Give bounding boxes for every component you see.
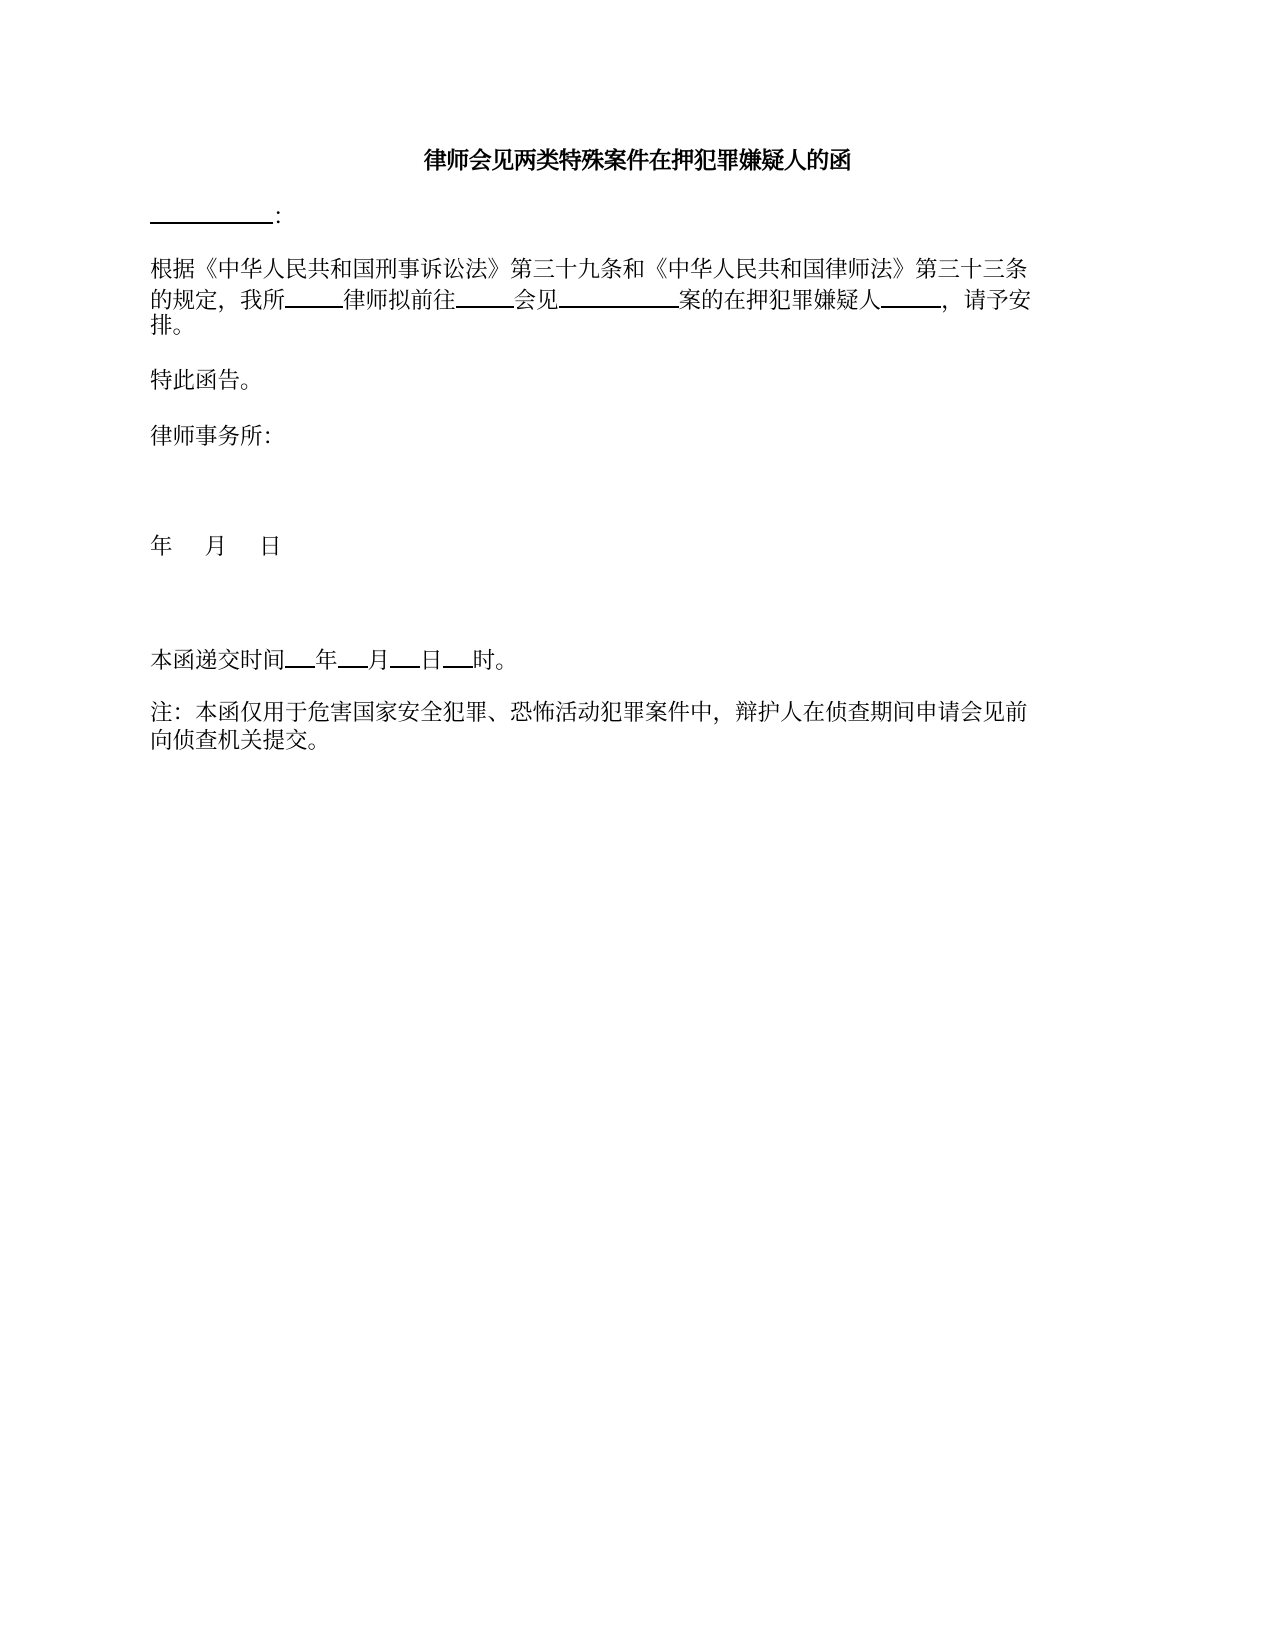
detention-place-blank[interactable]: [456, 284, 514, 308]
delivery-day-label: 日: [420, 648, 443, 674]
delivery-hour-blank[interactable]: [443, 644, 473, 668]
addressee-line: [150, 200, 296, 231]
delivery-hour-label: 时。: [472, 648, 518, 674]
delivery-time-line: [150, 644, 518, 675]
firm-label: 律师事务所：: [150, 424, 286, 450]
note-line-2: 向侦查机关提交。: [150, 728, 331, 754]
delivery-year-label: 年: [315, 648, 338, 674]
delivery-year-blank[interactable]: [285, 644, 315, 668]
body-line-1: 根据《中华人民共和国刑事诉讼法》第三十九条和《中华人民共和国律师法》第三十三条: [150, 257, 1028, 283]
lawyer-name-blank[interactable]: [285, 284, 343, 308]
body-line-2: [150, 284, 1031, 315]
date-year: 年: [150, 534, 173, 560]
delivery-month-label: 月: [367, 648, 391, 674]
closing-text: 特此函告。: [150, 368, 263, 394]
body-line-3: 排。: [150, 313, 196, 339]
suspect-name-blank[interactable]: [881, 284, 941, 308]
date-month: 月: [204, 534, 228, 560]
body-text: ，请予安: [941, 288, 1032, 314]
document-title: 律师会见两类特殊案件在押犯罪嫌疑人的函: [423, 148, 852, 174]
signature-date: [150, 533, 282, 561]
case-name-blank[interactable]: [559, 284, 679, 308]
body-text: 会见: [513, 288, 559, 314]
body-text: 律师拟前往: [343, 288, 456, 314]
addressee-blank[interactable]: [150, 200, 273, 224]
date-day: 日: [259, 534, 282, 560]
delivery-day-blank[interactable]: [390, 644, 420, 668]
note-line-1: 注：本函仅用于危害国家安全犯罪、恐怖活动犯罪案件中，辩护人在侦查期间申请会见前: [150, 700, 1028, 726]
addressee-colon: ：: [273, 204, 296, 230]
body-text: 案的在押犯罪嫌疑人: [678, 288, 882, 314]
delivery-month-blank[interactable]: [338, 644, 368, 668]
body-text: 的规定，我所: [150, 288, 286, 314]
delivery-prefix: 本函递交时间: [150, 648, 286, 674]
